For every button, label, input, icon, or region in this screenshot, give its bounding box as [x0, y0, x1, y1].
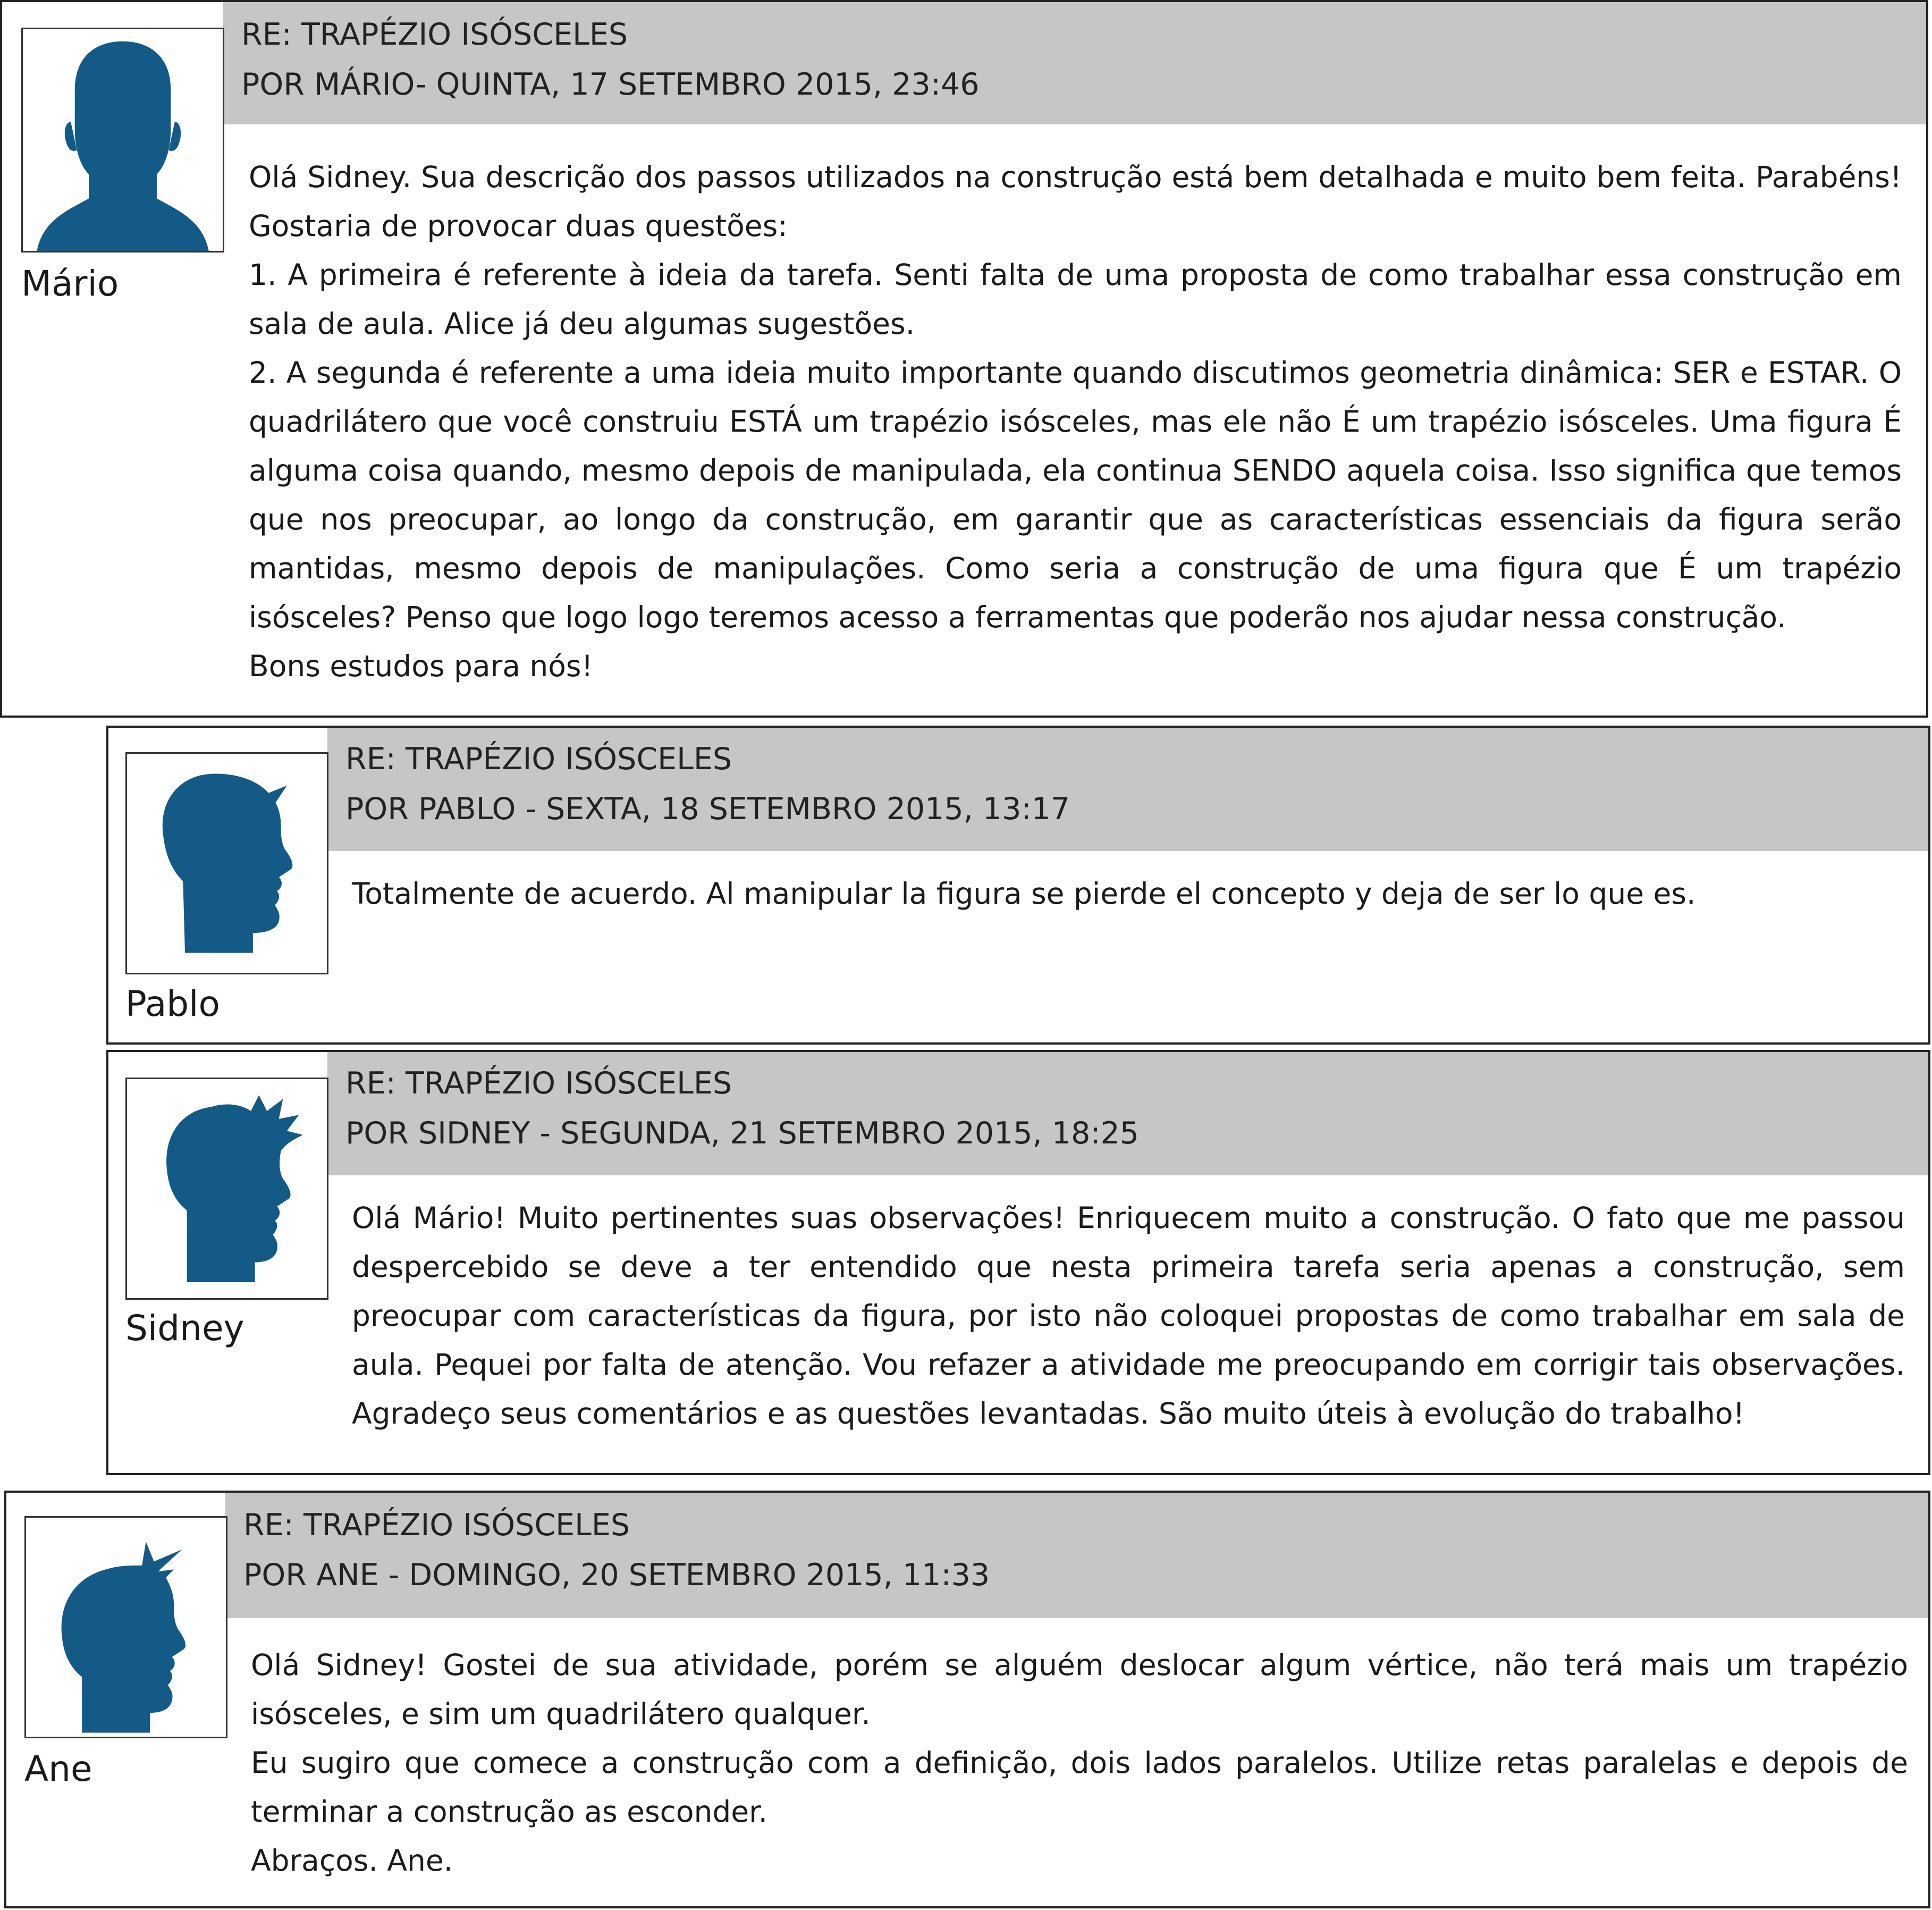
avatar[interactable] [125, 1078, 328, 1300]
post-paragraph: Abraços. Ane. [251, 1844, 453, 1878]
post-meta: POR MÁRIO- QUINTA, 17 SETEMBRO 2015, 23:46 [241, 67, 980, 102]
post-paragraph: 1. A primeira é referente à ideia da tarefa. Senti falta de uma proposta de como trabalhar essa construção em sala de aula. Alice já deu algumas sugestões. [249, 258, 1902, 341]
post-title: RE: TRAPÉZIO ISÓSCELES [345, 1066, 732, 1101]
forum-post-ane [4, 1491, 1930, 1908]
forum-post-pablo [106, 726, 1930, 1045]
avatar[interactable] [125, 752, 328, 974]
post-body [352, 1193, 1905, 1438]
post-body [249, 153, 1902, 691]
post-body [251, 1640, 1908, 1885]
author-name: Sidney [125, 1308, 244, 1349]
post-meta: POR ANE - DOMINGO, 20 SETEMBRO 2015, 11:33 [243, 1558, 990, 1593]
male-profile-icon [127, 1079, 327, 1298]
avatar[interactable] [21, 28, 224, 253]
post-title: RE: TRAPÉZIO ISÓSCELES [243, 1508, 630, 1543]
post-title: RE: TRAPÉZIO ISÓSCELES [241, 17, 628, 52]
female-profile-icon [26, 1518, 226, 1737]
author-name: Ane [24, 1748, 92, 1789]
forum-post-sidney [106, 1050, 1930, 1475]
post-paragraph: Olá Mário! Muito pertinentes suas observações! Enriquecem muito a construção. O fato que me passou despercebido se deve a ter entendido que nesta primeira tarefa seria apenas a construção, sem preocupar com características da figura, por isto não coloquei propostas de como trabalhar em sala de aula. Pequei por falta de atenção. Vou refazer a atividade me preocupando em corrigir tais observações. Agradeço seus comentários e as questões levantadas. São muito úteis à evolução do trabalho! [352, 1201, 1905, 1431]
post-header [223, 2, 1926, 124]
post-paragraph: Totalmente de acuerdo. Al manipular la figura se pierde el concepto y deja de ser lo que es. [352, 877, 1696, 911]
male-profile-icon [127, 754, 327, 973]
avatar[interactable] [24, 1516, 227, 1738]
post-meta: POR PABLO - SEXTA, 18 SETEMBRO 2015, 13:17 [345, 792, 1070, 827]
forum-post-mario [0, 0, 1928, 718]
post-paragraph: Olá Sidney. Sua descrição dos passos utilizados na construção está bem detalhada e muito bem feita. Parabéns! Gostaria de provocar duas questões: [249, 160, 1902, 243]
post-title: RE: TRAPÉZIO ISÓSCELES [345, 742, 732, 777]
post-paragraph: Eu sugiro que comece a construção com a definição, dois lados paralelos. Utilize retas paralelas e depois de terminar a construção as esconder. [251, 1746, 1908, 1829]
author-name: Pablo [125, 983, 220, 1024]
post-header [327, 728, 1928, 851]
post-paragraph: Bons estudos para nós! [249, 649, 593, 683]
post-paragraph: 2. A segunda é referente a uma ideia muito importante quando discutimos geometria dinâmica: SER e ESTAR. O quadrilátero que você construiu ESTÁ um trapézio isósceles, mas ele não É um trapézio isósceles. Uma figura É alguma coisa quando, mesmo depois de manipulada, ela continua SENDO aquela coisa. Isso significa que temos que nos preocupar, ao longo da construção, em garantir que as características essenciais da figura serão mantidas, mesmo depois de manipulações. Como seria a construção de uma figura que É um trapézio isósceles? Penso que logo logo teremos acesso a ferramentas que poderão nos ajudar nessa construção. [249, 356, 1902, 634]
author-name: Mário [21, 263, 119, 304]
post-meta: POR SIDNEY - SEGUNDA, 21 SETEMBRO 2015, 18:25 [345, 1116, 1140, 1151]
post-header [225, 1493, 1928, 1618]
post-body [352, 869, 1909, 918]
male-profile-icon [23, 29, 223, 251]
post-paragraph: Olá Sidney! Gostei de sua atividade, porém se alguém deslocar algum vértice, não terá mais um trapézio isósceles, e sim um quadrilátero qualquer. [251, 1648, 1908, 1731]
post-header [327, 1052, 1928, 1175]
